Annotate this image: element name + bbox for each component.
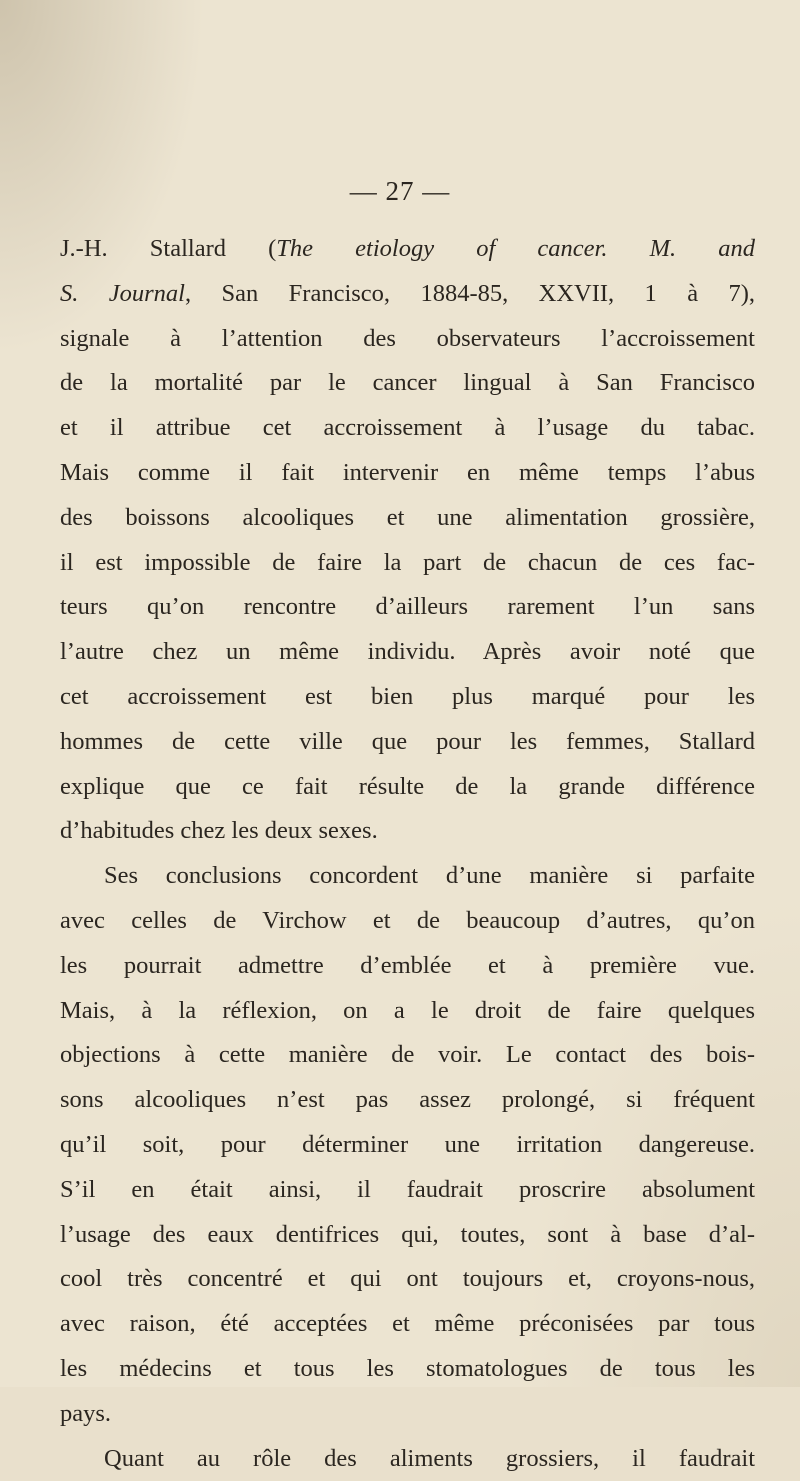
text-line (60, 1302, 755, 1347)
text-run: Mais comme il fait intervenir en même temps l’abus (60, 458, 755, 486)
text-line (60, 899, 755, 944)
italic-citation: S. Journal (60, 279, 185, 307)
text-line (60, 1437, 755, 1481)
text-run: explique que ce fait résulte de la grande différence (60, 772, 755, 800)
text-run: et il attribue cet accroissement à l’usage du tabac. (60, 414, 755, 442)
text-run: , San Francisco, 1884-85, XXVII, 1 à 7), (185, 279, 756, 307)
text-run: qu’il soit, pour déterminer une irritation dangereuse. (60, 1130, 755, 1158)
text-line (60, 1213, 755, 1258)
text-line (60, 1257, 755, 1302)
text-line (60, 1347, 755, 1392)
text-line (60, 361, 755, 406)
text-run: Ses conclusions concordent d’une manière si parfaite (104, 862, 755, 890)
text-line (60, 585, 755, 630)
text-run: J.-H. Stallard ( (60, 235, 277, 262)
text-run: cool très concentré et qui ont toujours et, croyons-nous, (60, 1265, 755, 1293)
text-run: sons alcooliques n’est pas assez prolongé, si fréquent (60, 1086, 755, 1114)
italic-citation: The etiology of cancer. M. and (276, 235, 756, 262)
text-line (60, 630, 755, 675)
text-line (60, 1123, 755, 1168)
text-line (60, 227, 755, 272)
text-run: teurs qu’on rencontre d’ailleurs rarement l’un sans (60, 593, 755, 621)
text-run: avec raison, été acceptées et même préconisées par tous (60, 1310, 755, 1338)
text-line (60, 317, 755, 362)
text-run: cet accroissement est bien plus marqué pour les (60, 682, 755, 710)
text-run: objections à cette manière de voir. Le contact des bois- (60, 1041, 755, 1069)
text-run: signale à l’attention des observateurs l’accroissement (60, 324, 755, 352)
text-line (60, 854, 755, 899)
text-line (60, 406, 755, 451)
text-run: d’habitudes chez les deux sexes. (60, 817, 378, 845)
page-number: — 27 — (349, 176, 451, 206)
text-line (60, 765, 755, 810)
text-run: les pourrait admettre d’emblée et à première vue. (60, 951, 755, 979)
text-run: il est impossible de faire la part de chacun de ces fac- (60, 548, 755, 576)
text-run: les médecins et tous les stomatologues de tous les (60, 1354, 755, 1382)
text-run: des boissons alcooliques et une alimentation grossière, (60, 503, 755, 531)
text-run: pays. (60, 1399, 112, 1427)
text-line (60, 496, 755, 541)
text-run: Mais, à la réflexion, on a le droit de faire quelques (60, 996, 755, 1024)
text-line (60, 541, 755, 586)
text-line (60, 720, 755, 765)
text-run: S’il en était ainsi, il faudrait proscrire absolument (60, 1175, 755, 1203)
text-line (60, 451, 755, 496)
text-run: avec celles de Virchow et de beaucoup d’autres, qu’on (60, 906, 755, 934)
text-line (60, 1033, 755, 1078)
text-line (60, 989, 755, 1034)
text-line (60, 675, 755, 720)
body-text (60, 227, 755, 1481)
text-run: l’usage des eaux dentifrices qui, toutes, sont à base d’al- (60, 1220, 755, 1248)
text-line (60, 809, 755, 854)
text-run: l’autre chez un même individu. Après avoir noté que (60, 638, 755, 666)
text-run: Quant au rôle des aliments grossiers, il faudrait (104, 1444, 755, 1472)
text-run: hommes de cette ville que pour les femmes, Stallard (60, 727, 755, 755)
text-run: de la mortalité par le cancer lingual à San Francisco (60, 369, 755, 397)
text-line (60, 944, 755, 989)
text-line (60, 1078, 755, 1123)
text-line (60, 1392, 755, 1437)
text-line (60, 272, 755, 317)
text-line (60, 1168, 755, 1213)
